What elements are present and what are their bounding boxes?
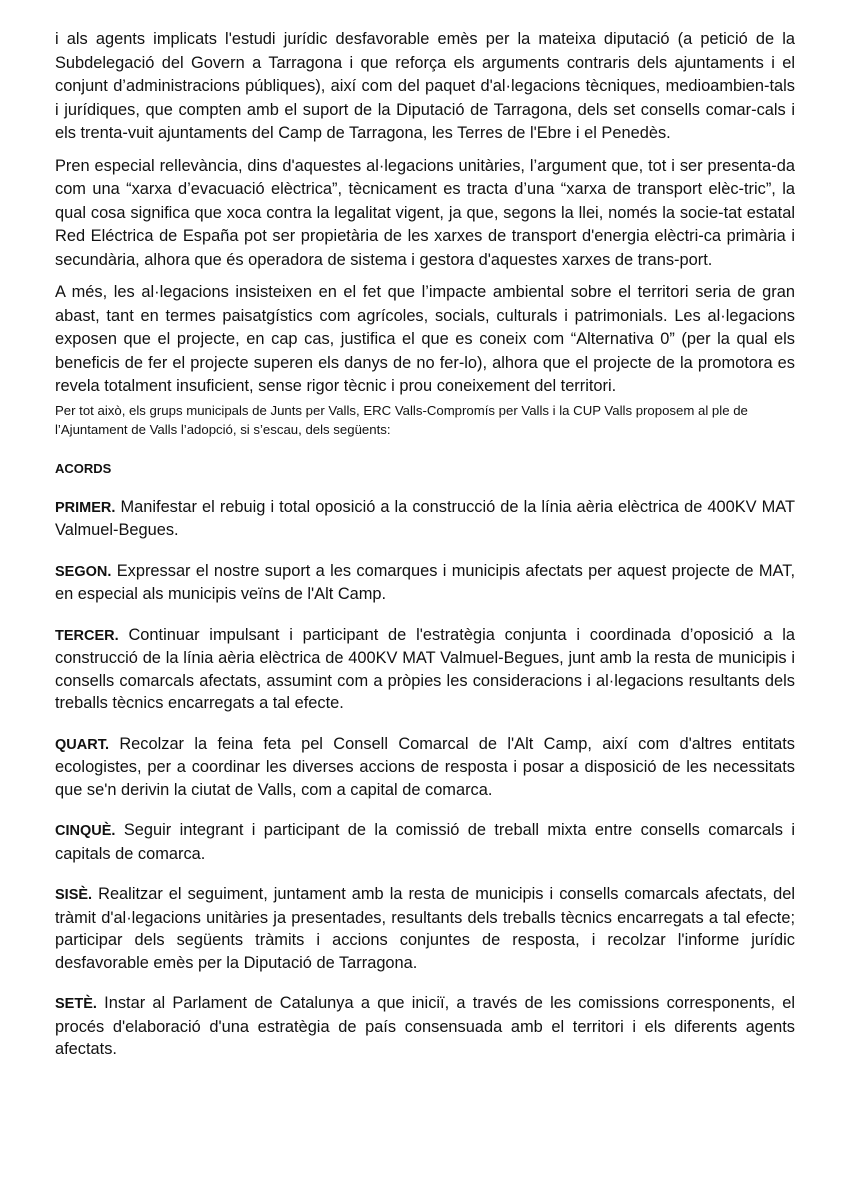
acord-label: PRIMER. (55, 499, 116, 516)
acord-item (55, 992, 795, 1061)
intro-paragraph-2: Pren especial rellevància, dins d'aquestes al·legacions unitàries, l’argument que, tot i ser presenta-da com una “xarxa d’evacuació elèctrica”, tècnicament es tracta d’una “xarxa de transport elèc-tric”, la qual cosa significa que xoca contra la legalitat vigent, ja que, segons la llei, només la socie-tat estatal Red Eléctrica de España pot ser propietària de les xarxes de transport d'energia elèctri-ca primària i secundària, alhora que és operadora de sistema i gestora d'aquestes xarxes de trans-port. (55, 156, 795, 269)
acord-text: Realitzar el seguiment, juntament amb la resta de municipis i consells comarcals afectats, del tràmit d'al·legacions unitàries ja presentades, resultants dels treballs tècnics encarregats a tal efecte; participar dels següents tràmits i accions conjuntes de resposta, i recolzar l'informe jurídic desfavorable emès per la Diputació de Tarragona. (55, 885, 795, 972)
document-page (55, 28, 795, 1079)
intro-paragraph-3: A més, les al·legacions insisteixen en el fet que l’impacte ambiental sobre el territori seria de gran abast, tant en termes paisatgístics com agrícoles, socials, culturals i patrimonials. Les al·legacions exposen que el projecte, en cap cas, justifica el que es coneix com “Alternativa 0” (per la qual els beneficis de fer el projecte superen els danys de no fer-lo), alhora que el projecte de la promotora es revela totalment insuficient, sense rigor tècnic i prou coneixement del territori. (55, 283, 795, 395)
acord-text: Seguir integrant i participant de la comissió de treball mixta entre consells comarcals i capitals de comarca. (55, 821, 795, 863)
acord-text: Manifestar el rebuig i total oposició a la construcció de la línia aèria elèctrica de 400KV MAT Valmuel-Begues. (55, 497, 796, 539)
acord-item (55, 819, 795, 865)
acord-label: SEGON. (55, 563, 112, 580)
acord-text: Expressar el nostre suport a les comarques i municipis afectats per aquest projecte de MAT, en especial als municipis veïns de l'Alt Camp. (55, 561, 795, 603)
acord-text: Instar al Parlament de Catalunya a que iniciï, a través de les comissions corresponents, el procés d'elaboració d'una estratègia de país consensuada amb el territori i els diferents agents afectats. (55, 994, 795, 1058)
acord-item (55, 560, 795, 606)
acord-label: QUART. (55, 736, 109, 753)
acord-item (55, 496, 795, 542)
proposal-paragraph: Per tot això, els grups municipals de Junts per Valls, ERC Valls-Compromís per Valls i la CUP Valls proposem al ple de l’Ajuntament de Valls l’adopció, si s’escau, dels següents: (55, 402, 748, 437)
acord-label: TERCER. (55, 627, 119, 644)
intro-paragraph-1: i als agents implicats l'estudi jurídic desfavorable emès per la mateixa diputació (a petició de la Subdelegació del Govern a Tarragona i que reforça els arguments contraris dels ajuntaments i el conjunt d’administracions públiques), així com del paquet d'al·legacions tècniques, medioambien-tals i jurídiques, que compten amb el suport de la Diputació de Tarragona, dels set consells comar-cals i els trenta-vuit ajuntaments del Camp de Tarragona, les Terres de l'Ebre i el Penedès. (55, 30, 795, 142)
acord-item (55, 883, 795, 974)
acords-heading: ACORDS (55, 460, 112, 476)
acord-label: CINQUÈ. (55, 823, 116, 839)
acord-label: SISÈ. (55, 887, 93, 903)
acord-text: Recolzar la feina feta pel Consell Comarcal de l'Alt Camp, així com d'altres entitats ecologistes, per a coordinar les diverses accions de resposta i posar a disposició de les necessitats que se'n derivin la ciutat de Valls, com a capital de comarca. (55, 734, 795, 799)
acord-item (55, 733, 795, 802)
acord-text: Continuar impulsant i participant de l'estratègia conjunta i coordinada d’oposició a la construcció de la línia aèria elèctrica de 400KV MAT Valmuel-Begues, junt amb la resta de municipis i consells comarcals afectats, assumint com a pròpies les consideracions i al·legacions resultants dels treballs tècnics encarregats a tal efecte. (55, 625, 795, 712)
acord-item (55, 624, 795, 715)
acord-label: SETÈ. (55, 996, 97, 1012)
